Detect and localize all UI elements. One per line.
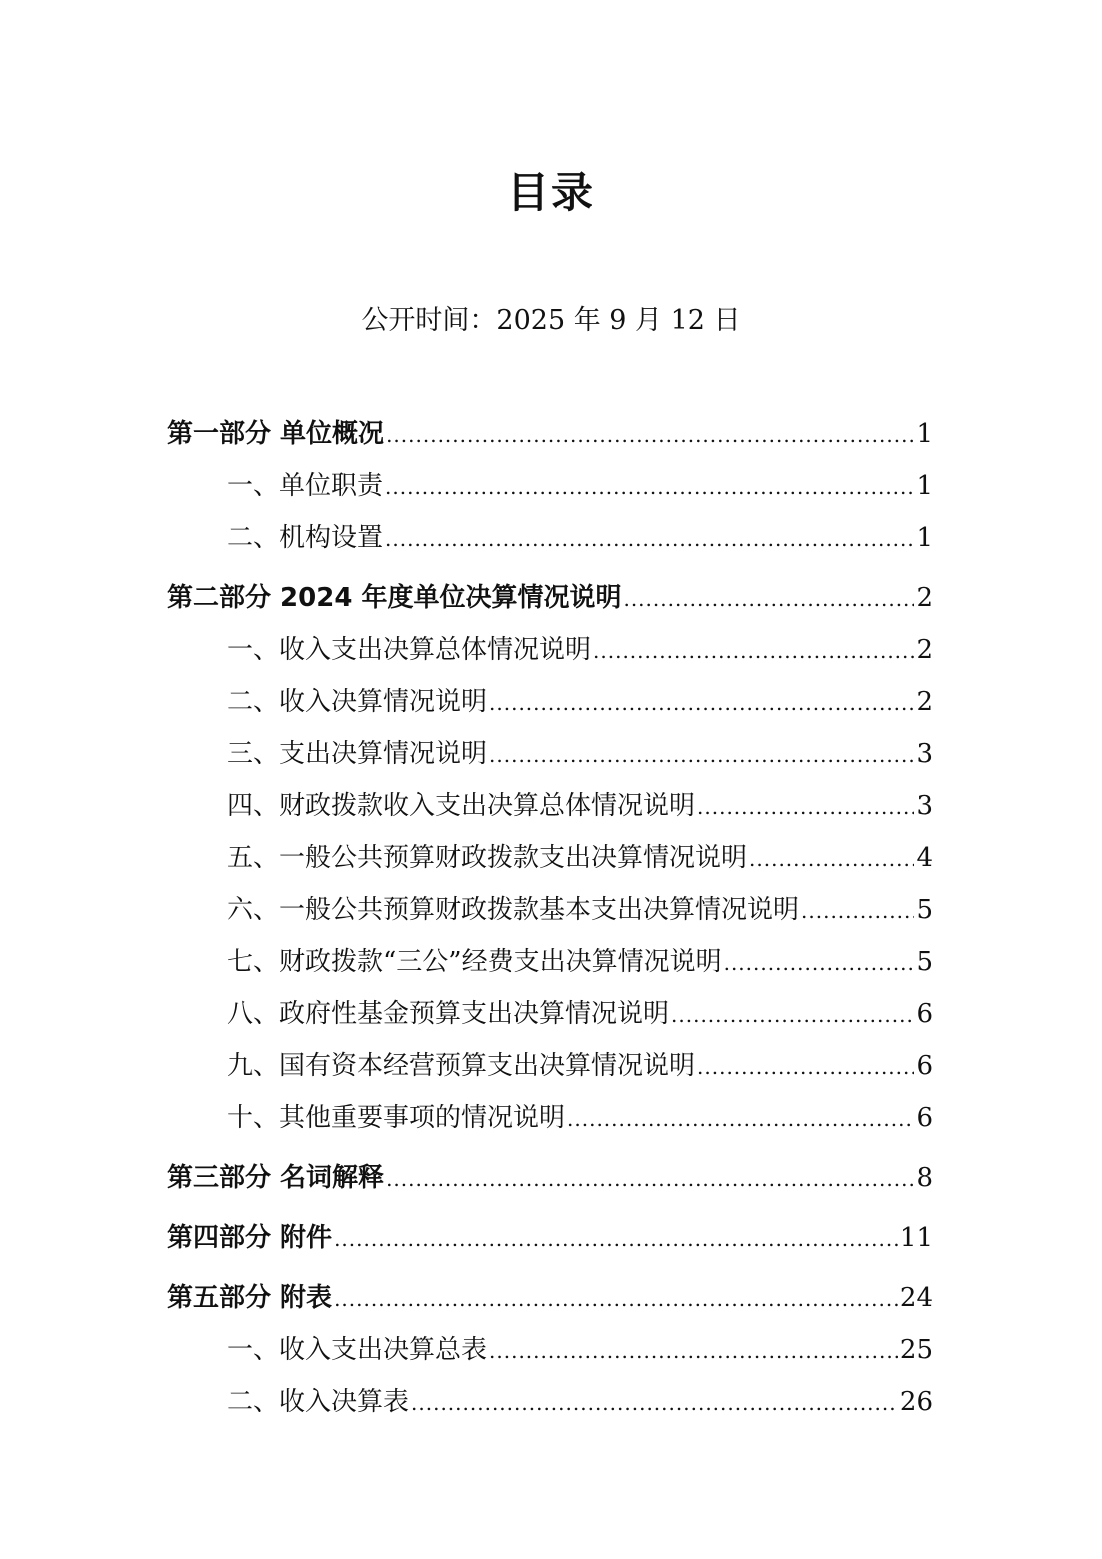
- toc-entry-label: 二、机构设置: [227, 523, 384, 553]
- toc-page-number: 2: [916, 635, 933, 665]
- toc-page-number: 3: [916, 791, 933, 821]
- toc-sub-entry[interactable]: [167, 517, 933, 569]
- toc-page-number: 6: [916, 999, 933, 1029]
- toc-page-number: 2: [916, 687, 933, 717]
- toc-sub-entry[interactable]: [167, 733, 933, 785]
- toc-entry-label: 第二部分 2024 年度单位决算情况说明: [167, 583, 622, 613]
- toc-dot-leader: [411, 1391, 898, 1415]
- toc-page-number: 24: [899, 1283, 933, 1313]
- toc-page-number: 25: [899, 1335, 933, 1365]
- toc-page-number: 26: [899, 1387, 933, 1417]
- toc-page-number: 5: [916, 895, 933, 925]
- toc-sub-entry[interactable]: [167, 941, 933, 993]
- toc-part-entry[interactable]: [167, 1277, 933, 1329]
- toc-part-entry[interactable]: [167, 1157, 933, 1209]
- toc-part-entry[interactable]: [167, 1217, 933, 1269]
- toc-dot-leader: [385, 527, 914, 551]
- toc-dot-leader: [697, 1055, 914, 1079]
- toc-entry-label: 三、支出决算情况说明: [227, 739, 488, 769]
- toc-entry-label: 二、收入决算表: [227, 1387, 410, 1417]
- toc-page-number: 1: [916, 523, 933, 553]
- toc-entry-label: 五、一般公共预算财政拨款支出决算情况说明: [227, 843, 748, 873]
- toc-page-number: 6: [916, 1051, 933, 1081]
- toc-entry-label: 一、收入支出决算总表: [227, 1335, 488, 1365]
- toc-sub-entry[interactable]: [167, 889, 933, 941]
- toc-dot-leader: [489, 743, 914, 767]
- document-title: 目录: [506, 168, 595, 217]
- toc-entry-label: 九、国有资本经营预算支出决算情况说明: [227, 1051, 696, 1081]
- toc-entry-label: 一、单位职责: [227, 471, 384, 501]
- toc-page-number: 3: [916, 739, 933, 769]
- toc-dot-leader: [724, 951, 915, 975]
- toc-page-number: 5: [916, 947, 933, 977]
- toc-page-number: 8: [916, 1163, 933, 1193]
- table-of-contents: [167, 413, 933, 1433]
- toc-sub-entry[interactable]: [167, 1097, 933, 1149]
- toc-sub-entry[interactable]: [167, 993, 933, 1045]
- toc-sub-entry[interactable]: [167, 681, 933, 733]
- toc-dot-leader: [671, 1003, 914, 1027]
- toc-page-number: 11: [899, 1223, 933, 1253]
- toc-page-number: 1: [916, 471, 933, 501]
- toc-dot-leader: [623, 587, 914, 611]
- toc-sub-entry[interactable]: [167, 837, 933, 889]
- toc-entry-label: 第四部分 附件: [167, 1223, 333, 1253]
- toc-entry-label: 二、收入决算情况说明: [227, 687, 488, 717]
- toc-entry-label: 一、收入支出决算总体情况说明: [227, 635, 592, 665]
- toc-dot-leader: [334, 1227, 898, 1251]
- toc-dot-leader: [334, 1287, 898, 1311]
- toc-dot-leader: [489, 691, 914, 715]
- publish-date: 公开时间：2025 年 9 月 12 日: [361, 305, 741, 336]
- toc-entry-label: 十、其他重要事项的情况说明: [227, 1103, 566, 1133]
- toc-dot-leader: [593, 639, 914, 663]
- toc-page-number: 6: [916, 1103, 933, 1133]
- toc-dot-leader: [386, 423, 914, 447]
- toc-sub-entry[interactable]: [167, 465, 933, 517]
- toc-part-entry[interactable]: [167, 577, 933, 629]
- toc-entry-label: 四、财政拨款收入支出决算总体情况说明: [227, 791, 696, 821]
- toc-dot-leader: [749, 847, 914, 871]
- toc-page-number: 2: [916, 583, 933, 613]
- toc-dot-leader: [385, 475, 914, 499]
- toc-sub-entry[interactable]: [167, 629, 933, 681]
- toc-dot-leader: [801, 899, 914, 923]
- toc-dot-leader: [489, 1339, 898, 1363]
- toc-dot-leader: [697, 795, 914, 819]
- toc-page-number: 4: [916, 843, 933, 873]
- toc-part-entry[interactable]: [167, 413, 933, 465]
- toc-entry-label: 六、一般公共预算财政拨款基本支出决算情况说明: [227, 895, 800, 925]
- toc-sub-entry[interactable]: [167, 1381, 933, 1433]
- toc-entry-label: 第五部分 附表: [167, 1283, 333, 1313]
- toc-sub-entry[interactable]: [167, 785, 933, 837]
- toc-dot-leader: [567, 1107, 914, 1131]
- toc-entry-label: 第三部分 名词解释: [167, 1163, 385, 1193]
- toc-entry-label: 第一部分 单位概况: [167, 419, 385, 449]
- toc-dot-leader: [386, 1167, 914, 1191]
- toc-entry-label: 八、政府性基金预算支出决算情况说明: [227, 999, 670, 1029]
- toc-sub-entry[interactable]: [167, 1045, 933, 1097]
- toc-page-number: 1: [916, 419, 933, 449]
- toc-entry-label: 七、财政拨款“三公”经费支出决算情况说明: [227, 947, 722, 977]
- toc-sub-entry[interactable]: [167, 1329, 933, 1381]
